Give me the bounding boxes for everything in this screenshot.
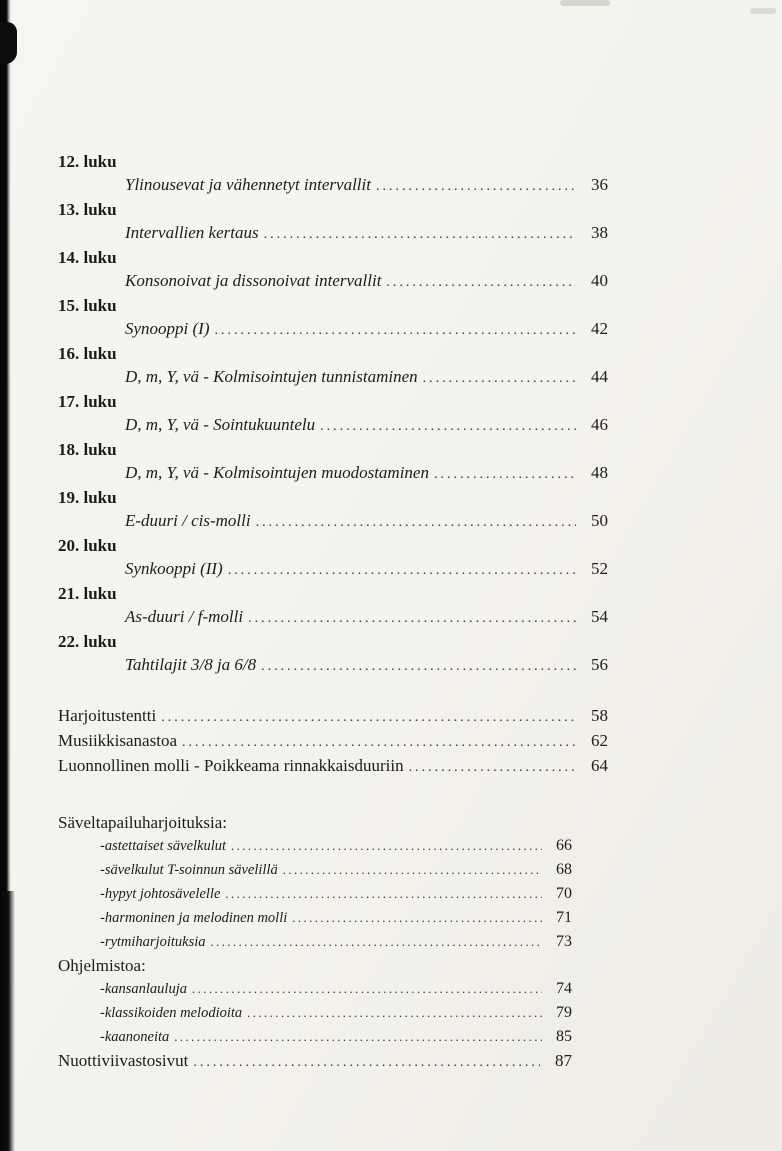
page-number: 42	[591, 319, 608, 338]
section-list	[58, 811, 618, 1049]
toc-row	[58, 173, 608, 198]
toc-row	[58, 729, 608, 754]
page-number: 52	[591, 559, 608, 578]
chapter-title: As-duuri / f-molli	[125, 607, 244, 626]
entry-label: Luonnollinen molli - Poikkeama rinnakkaisduuriin	[58, 756, 404, 775]
chapter-number: 17. luku	[58, 392, 117, 411]
page-number: 64	[591, 756, 608, 775]
dot-leader	[278, 859, 542, 882]
dot-leader	[206, 931, 542, 954]
dot-leader	[226, 835, 542, 858]
section-heading: Säveltapailuharjoituksia:	[58, 813, 228, 832]
toc-section	[58, 954, 618, 1049]
chapter-title: D, m, Y, vä - Sointukuuntelu	[125, 415, 316, 434]
page-number: 44	[591, 367, 608, 386]
page-number: 54	[591, 607, 608, 626]
dot-leader	[429, 463, 576, 486]
entry-list	[58, 704, 618, 779]
dot-leader	[210, 319, 576, 342]
chapter-title: Synooppi (I)	[125, 319, 210, 338]
chapter-number: 19. luku	[58, 488, 117, 507]
toc-row	[58, 653, 608, 678]
page-number: 71	[556, 909, 572, 926]
page-number: 73	[556, 933, 572, 950]
scan-corner-artifact	[0, 22, 17, 64]
scan-smudge-top-right	[750, 8, 776, 14]
page-number: 85	[556, 1028, 572, 1045]
toc-row	[58, 754, 608, 779]
dot-leader	[315, 415, 576, 438]
toc-row	[58, 317, 608, 342]
chapter-number: 13. luku	[58, 200, 117, 219]
sub-entry-label: -sävelkulut T-soinnun sävelillä	[100, 862, 278, 878]
toc-row	[58, 834, 572, 858]
toc-section	[58, 811, 618, 954]
chapter-entry	[58, 486, 618, 534]
dot-leader	[187, 978, 542, 1001]
sub-entry-label: -rytmiharjoituksia	[100, 934, 206, 950]
section-heading: Ohjelmistoa:	[58, 956, 146, 975]
chapter-entry	[58, 342, 618, 390]
sub-entry-label: -kaanoneita	[100, 1029, 170, 1045]
entry-label: Harjoitustentti	[58, 706, 157, 725]
sub-entry-label: -klassikoiden melodioita	[100, 1005, 243, 1021]
chapter-title: D, m, Y, vä - Kolmisointujen tunnistaminen	[125, 367, 418, 386]
chapter-title: Intervallien kertaus	[125, 223, 259, 242]
chapter-number: 20. luku	[58, 536, 117, 555]
toc-row	[58, 858, 572, 882]
chapter-title: D, m, Y, vä - Kolmisointujen muodostaminen	[125, 463, 429, 482]
dot-leader	[242, 1002, 542, 1025]
chapter-number: 22. luku	[58, 632, 117, 651]
chapter-title: Konsonoivat ja dissonoivat intervallit	[125, 271, 382, 290]
chapter-title: E-duuri / cis-molli	[125, 511, 251, 530]
chapter-entry	[58, 630, 618, 678]
toc-row	[58, 509, 608, 534]
page-number: 70	[556, 885, 572, 902]
toc-row	[58, 413, 608, 438]
page-number: 36	[591, 175, 608, 194]
scan-edge-artifact-bottom-left	[0, 891, 15, 1151]
chapter-number: 15. luku	[58, 296, 117, 315]
toc-row	[58, 704, 608, 729]
dot-leader	[220, 883, 542, 906]
scan-smudge-top	[560, 0, 610, 6]
page-number: 68	[556, 861, 572, 878]
chapter-list	[58, 150, 618, 678]
page-number: 74	[556, 980, 572, 997]
page-number: 79	[556, 1004, 572, 1021]
chapter-entry	[58, 150, 618, 198]
dot-leader	[256, 655, 576, 678]
dot-leader	[371, 175, 576, 198]
page-number: 48	[591, 463, 608, 482]
dot-leader	[169, 1026, 542, 1049]
toc-row	[58, 906, 572, 930]
chapter-entry	[58, 534, 618, 582]
entry-label: Nuottiviivastosivut	[58, 1051, 189, 1070]
dot-leader	[243, 607, 576, 630]
toc-row	[58, 605, 608, 630]
sub-entry-label: -hypyt johtosävelelle	[100, 886, 221, 902]
chapter-number: 14. luku	[58, 248, 117, 267]
toc-row	[58, 1049, 572, 1074]
chapter-entry	[58, 582, 618, 630]
chapter-title: Ylinousevat ja vähennetyt intervallit	[125, 175, 371, 194]
page-number: 66	[556, 837, 572, 854]
toc-row	[58, 557, 608, 582]
dot-leader	[223, 559, 576, 582]
dot-leader	[404, 756, 576, 779]
toc-row	[58, 1025, 572, 1049]
page-number: 46	[591, 415, 608, 434]
toc-content	[58, 150, 618, 1074]
chapter-title: Tahtilajit 3/8 ja 6/8	[125, 655, 257, 674]
page-number: 87	[555, 1051, 572, 1070]
toc-row	[58, 461, 608, 486]
sub-entry-label: -astettaiset sävelkulut	[100, 838, 227, 854]
page-number: 38	[591, 223, 608, 242]
dot-leader	[156, 706, 576, 729]
page-number: 40	[591, 271, 608, 290]
dot-leader	[259, 223, 576, 246]
dot-leader	[418, 367, 576, 390]
chapter-number: 12. luku	[58, 152, 117, 171]
chapter-entry	[58, 246, 618, 294]
page-number: 58	[591, 706, 608, 725]
chapter-number: 21. luku	[58, 584, 117, 603]
toc-row	[58, 365, 608, 390]
page-number: 56	[591, 655, 608, 674]
dot-leader	[188, 1051, 540, 1074]
page-number: 50	[591, 511, 608, 530]
toc-row	[58, 977, 572, 1001]
toc-row	[58, 1001, 572, 1025]
sub-entry-label: -harmoninen ja melodinen molli	[100, 910, 288, 926]
dot-leader	[251, 511, 576, 534]
toc-row	[58, 269, 608, 294]
toc-row	[58, 221, 608, 246]
chapter-title: Synkooppi (II)	[125, 559, 223, 578]
entry-label: Musiikkisanastoa	[58, 731, 177, 750]
chapter-entry	[58, 438, 618, 486]
dot-leader	[381, 271, 576, 294]
toc-row	[58, 930, 572, 954]
chapter-entry	[58, 390, 618, 438]
sub-entry-label: -kansanlauluja	[100, 981, 187, 997]
chapter-number: 18. luku	[58, 440, 117, 459]
chapter-entry	[58, 294, 618, 342]
dot-leader	[177, 731, 576, 754]
chapter-entry	[58, 198, 618, 246]
dot-leader	[287, 907, 542, 930]
toc-row	[58, 882, 572, 906]
page-number: 62	[591, 731, 608, 750]
chapter-number: 16. luku	[58, 344, 117, 363]
